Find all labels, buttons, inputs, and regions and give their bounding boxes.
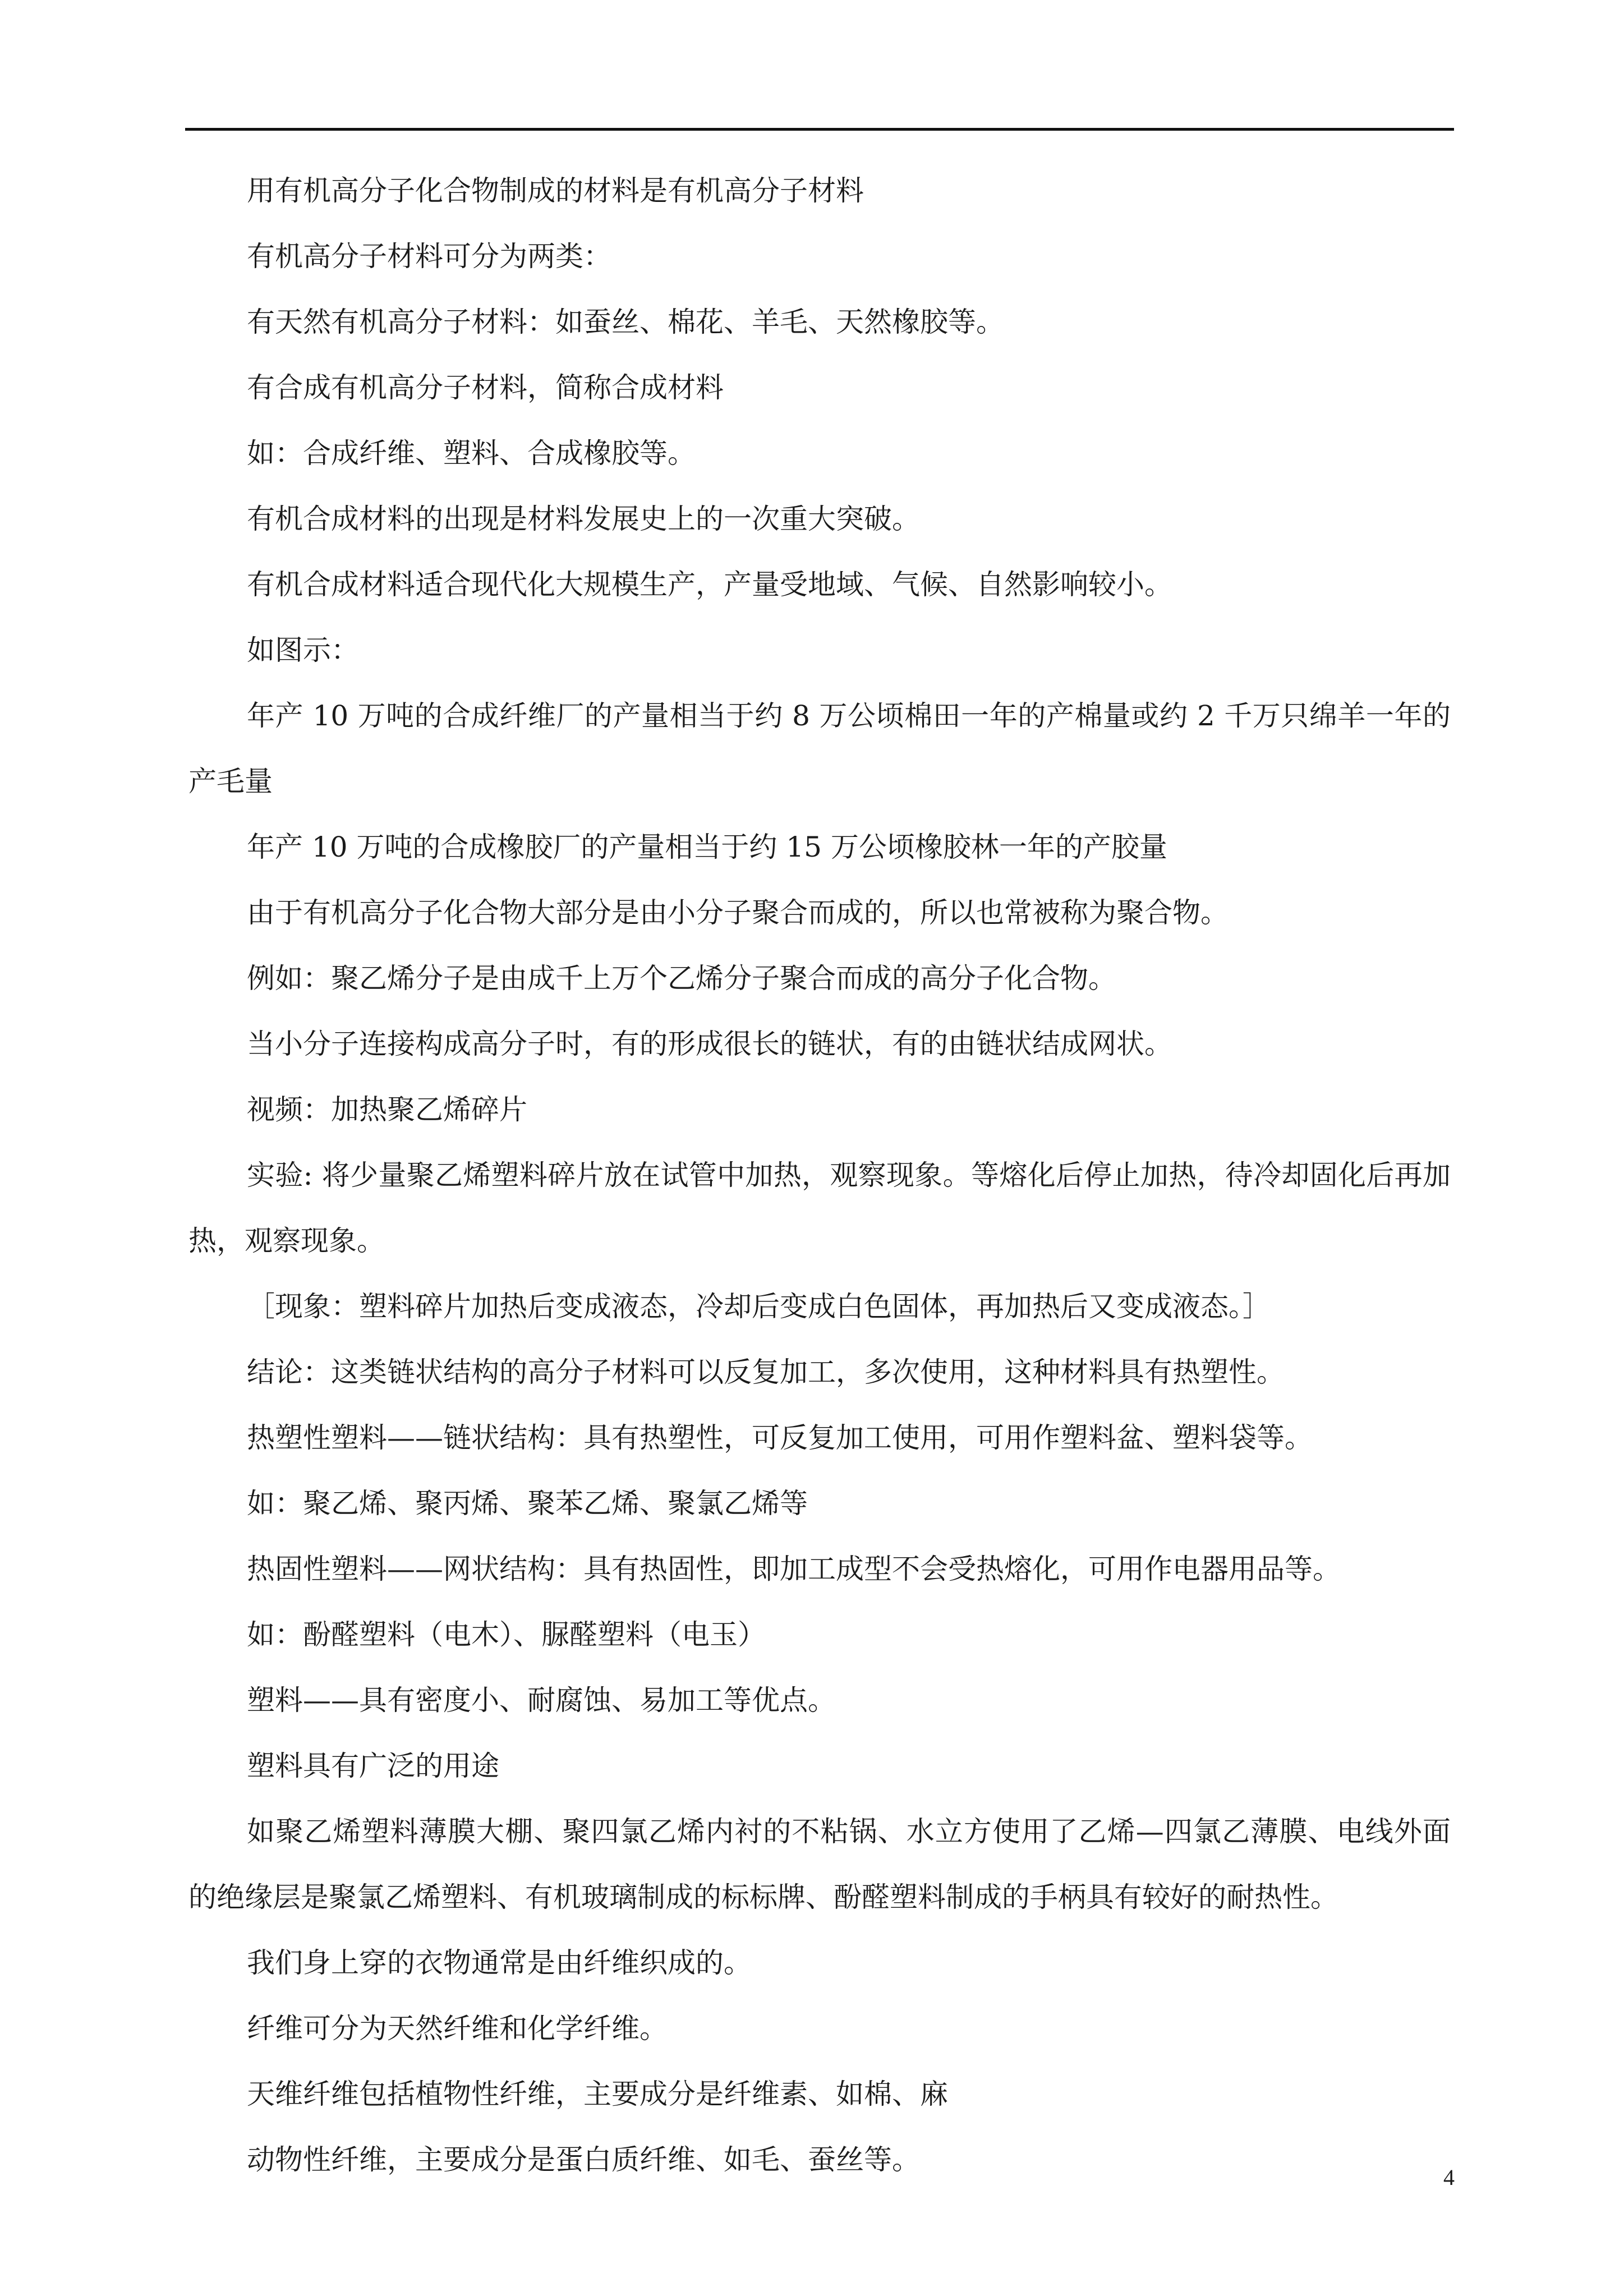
paragraph: 热塑性塑料——链状结构：具有热塑性，可反复加工使用，可用作塑料盆、塑料袋等。 bbox=[247, 1421, 1313, 1454]
paragraph: 纤维可分为天然纤维和化学纤维。 bbox=[247, 2012, 668, 2045]
paragraph: 塑料具有广泛的用途 bbox=[247, 1750, 499, 1782]
paragraph: 如图示： bbox=[247, 634, 359, 666]
header-rule bbox=[185, 128, 1454, 131]
paragraph: 年产 10 万吨的合成纤维厂的产量相当于约 8 万公顷棉田一年的产棉量或约 2 千万只绵羊一年的产毛量 bbox=[188, 700, 1451, 798]
paragraph: 有机高分子材料可分为两类： bbox=[247, 240, 611, 273]
paragraph: 用有机高分子化合物制成的材料是有机高分子材料 bbox=[247, 174, 864, 207]
paragraph: 热固性塑料——网状结构：具有热固性，即加工成型不会受热熔化，可用作电器用品等。 bbox=[247, 1553, 1341, 1585]
paragraph: 如：酚醛塑料（电木）、脲醛塑料（电玉） bbox=[247, 1618, 766, 1651]
paragraph: 塑料——具有密度小、耐腐蚀、易加工等优点。 bbox=[247, 1684, 836, 1717]
paragraph: 有机合成材料的出现是材料发展史上的一次重大突破。 bbox=[247, 503, 920, 535]
paragraph: 如聚乙烯塑料薄膜大棚、聚四氯乙烯内衬的不粘锅、水立方使用了乙烯—四氯乙薄膜、电线外面的绝缘层是聚氯乙烯塑料、有机玻璃制成的标标牌、酚醛塑料制成的手柄具有较好的耐热性。 bbox=[188, 1815, 1451, 1913]
paragraph: 天维纤维包括植物性纤维，主要成分是纤维素、如棉、麻 bbox=[247, 2078, 948, 2110]
page-number: 4 bbox=[1443, 2165, 1455, 2190]
paragraph: 动物性纤维，主要成分是蛋白质纤维、如毛、蚕丝等。 bbox=[247, 2143, 920, 2176]
paragraph: 如：合成纤维、塑料、合成橡胶等。 bbox=[247, 437, 696, 470]
paragraph: 年产 10 万吨的合成橡胶厂的产量相当于约 15 万公顷橡胶林一年的产胶量 bbox=[247, 831, 1167, 863]
paragraph: ［现象：塑料碎片加热后变成液态，冷却后变成白色固体，再加热后又变成液态。］ bbox=[247, 1290, 1271, 1323]
paragraph: 由于有机高分子化合物大部分是由小分子聚合而成的，所以也常被称为聚合物。 bbox=[247, 896, 1229, 929]
paragraph: 例如：聚乙烯分子是由成千上万个乙烯分子聚合而成的高分子化合物。 bbox=[247, 962, 1116, 995]
paragraph: 有机合成材料适合现代化大规模生产，产量受地域、气候、自然影响较小。 bbox=[247, 568, 1172, 601]
paragraph: 我们身上穿的衣物通常是由纤维织成的。 bbox=[247, 1947, 752, 1979]
paragraph: 视频：加热聚乙烯碎片 bbox=[247, 1093, 527, 1126]
document-body bbox=[188, 158, 1451, 2193]
paragraph: 如：聚乙烯、聚丙烯、聚苯乙烯、聚氯乙烯等 bbox=[247, 1487, 808, 1520]
paragraph: 当小分子连接构成高分子时，有的形成很长的链状，有的由链状结成网状。 bbox=[247, 1028, 1172, 1060]
paragraph: 有天然有机高分子材料：如蚕丝、棉花、羊毛、天然橡胶等。 bbox=[247, 306, 1004, 338]
paragraph: 结论：这类链状结构的高分子材料可以反复加工，多次使用，这种材料具有热塑性。 bbox=[247, 1356, 1285, 1388]
paragraph: 实验: 将少量聚乙烯塑料碎片放在试管中加热，观察现象。等熔化后停止加热，待冷却固化后再加热，观察现象。 bbox=[188, 1159, 1451, 1257]
paragraph: 有合成有机高分子材料，简称合成材料 bbox=[247, 371, 724, 404]
